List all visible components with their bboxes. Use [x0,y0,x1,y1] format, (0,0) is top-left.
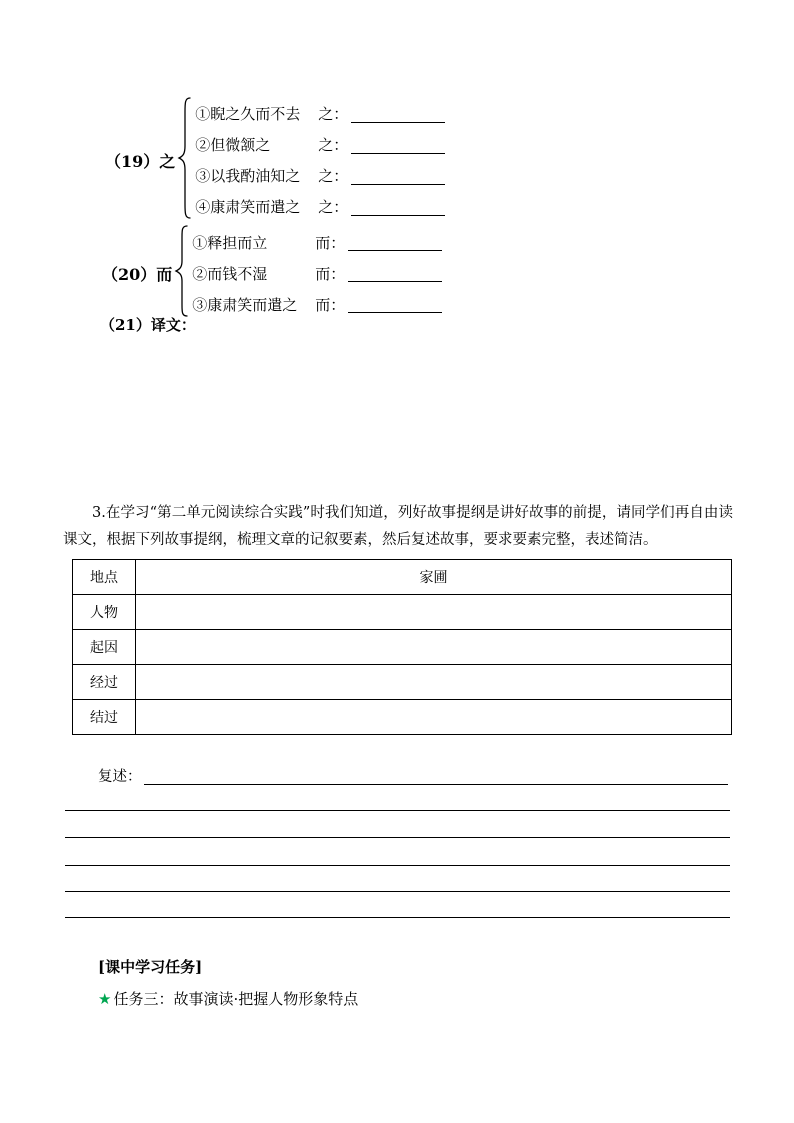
table-row [73,630,732,665]
particle-label: 而： [315,295,346,314]
answer-blank[interactable] [348,264,442,282]
group-20-items [192,227,442,320]
question-3-text: 3.在学习“第二单元阅读综合实践”时我们知道，列好故事提纲是讲好故事的前提，请同学们再自由读课文，根据下列故事提纲，梳理文章的记叙要素，然后复述故事，要求要素完整，表述简洁。 [63,505,733,548]
particle-label: 而： [315,233,346,252]
row-header: 经过 [73,665,136,700]
row-value-cell[interactable] [136,700,732,735]
in-class-tasks-header: [课中学习任务] [98,958,203,976]
row-header: 起因 [73,630,136,665]
group-19-zhi [105,96,445,224]
answer-line[interactable] [65,810,730,811]
left-brace-icon [177,96,193,224]
row-header: 人物 [73,595,136,630]
answer-blank[interactable] [348,233,442,251]
phrase-text: ①睨之久而不去 [195,105,301,123]
list-item [195,191,445,222]
row-value-cell[interactable] [136,665,732,700]
list-item [192,258,442,289]
answer-line[interactable] [65,837,730,838]
answer-blank[interactable] [351,136,445,154]
answer-blank[interactable] [351,167,445,185]
translation-label: （21）译文： [100,316,196,334]
list-item [195,98,445,129]
retell-section [98,765,728,786]
particle-label: 之： [318,167,349,185]
story-elements-table [72,559,732,735]
table-row [73,560,732,595]
answer-line[interactable] [65,917,730,918]
answer-line[interactable] [65,891,730,892]
star-icon: ★ [98,989,112,1008]
row-header: 地点 [73,560,136,595]
phrase-text: ③以我酌油知之 [195,167,301,185]
particle-label: 而： [315,264,346,283]
row-header: 结过 [73,700,136,735]
table-row [73,700,732,735]
row-value-cell[interactable] [136,630,732,665]
task-3-label: 任务三：故事演读·把握人物形象特点 [113,990,359,1008]
group-19-label: （19）之 [105,151,176,171]
list-item [192,227,442,258]
row-value-cell[interactable]: 家圃 [136,560,732,595]
particle-label: 之： [318,136,349,154]
answer-blank[interactable] [348,295,442,313]
retell-label: 复述： [98,769,142,785]
list-item [195,129,445,160]
particle-label: 之： [318,198,349,216]
table-row [73,595,732,630]
list-item [195,160,445,191]
phrase-text: ②但微颔之 [195,136,271,154]
row-value-cell[interactable] [136,595,732,630]
answer-line[interactable] [65,865,730,866]
phrase-text: ②而钱不湿 [192,264,268,283]
list-item [192,289,442,320]
left-brace-icon [174,224,190,322]
group-20-er [102,224,442,322]
phrase-text: ③康肃笑而遣之 [192,295,298,314]
table-row [73,665,732,700]
phrase-text: ①释担而立 [192,233,268,252]
answer-blank[interactable] [351,105,445,123]
group-19-items [195,98,445,222]
phrase-text: ④康肃笑而遣之 [195,198,301,216]
task-3-line [98,988,358,1009]
retell-answer-blank[interactable] [144,767,728,785]
answer-blank[interactable] [351,198,445,216]
particle-label: 之： [318,105,349,123]
group-20-label: （20）而 [102,264,173,284]
